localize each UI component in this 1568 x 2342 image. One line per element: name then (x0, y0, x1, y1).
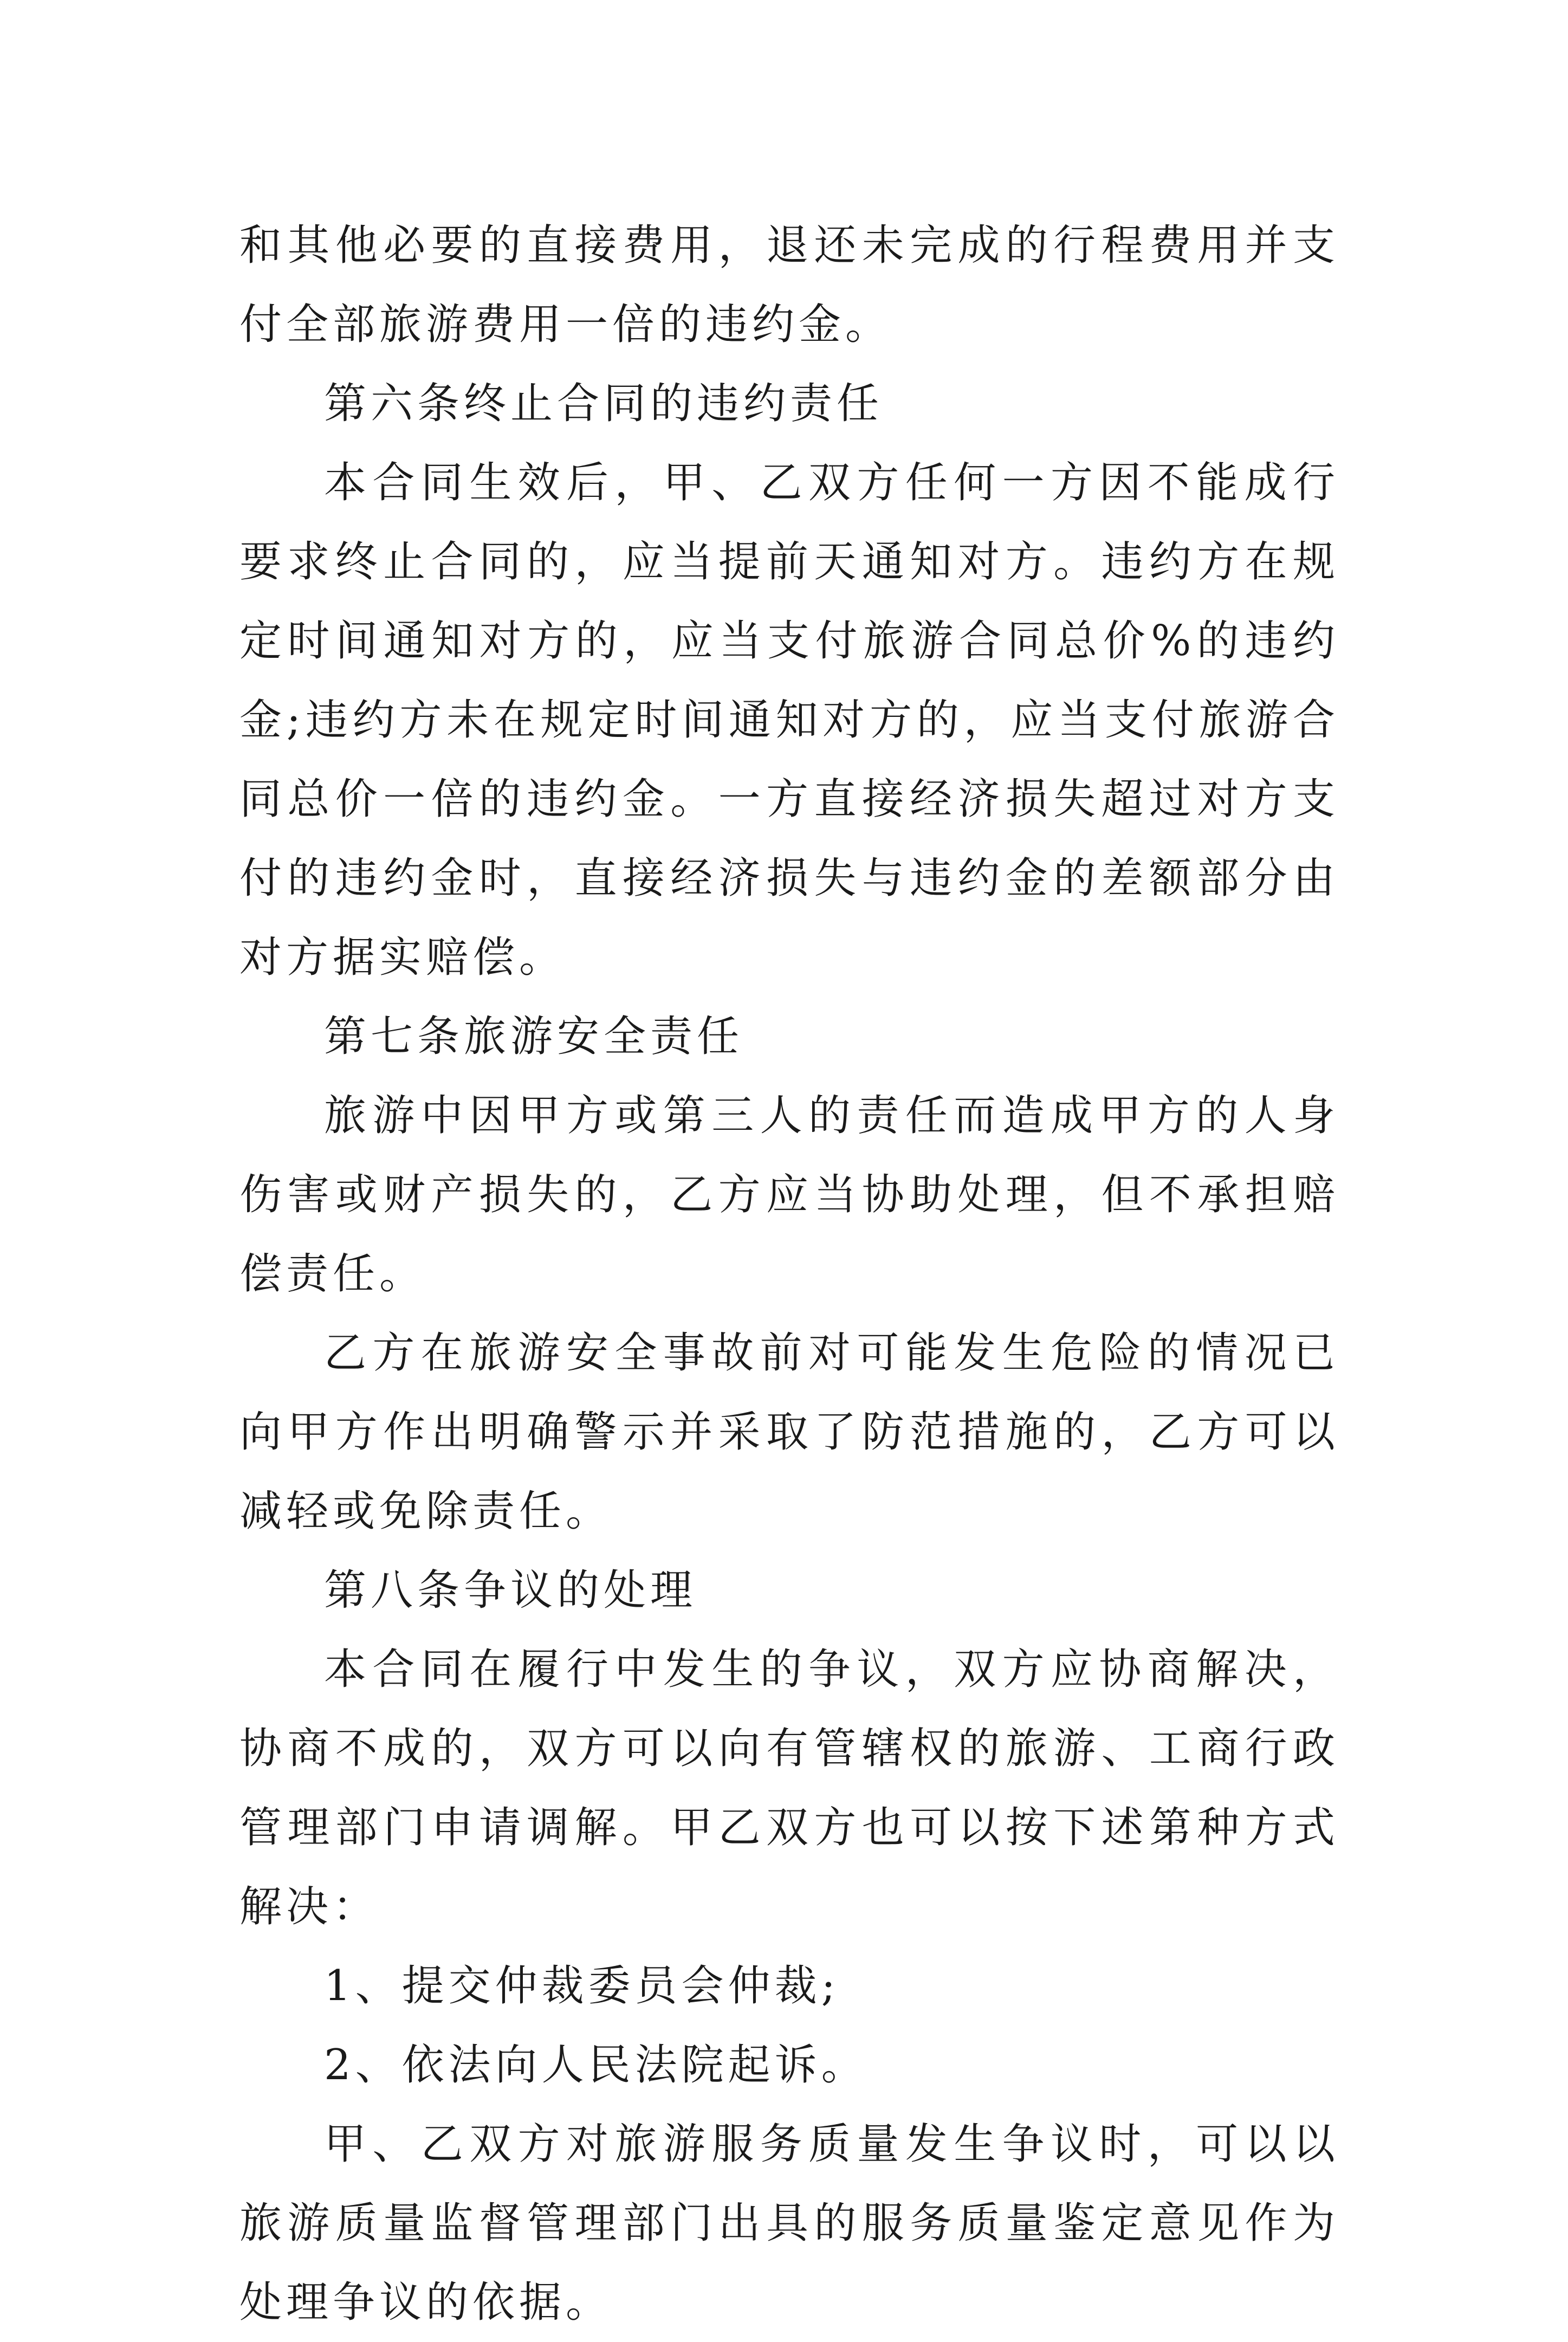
article-7-heading: 第七条旅游安全责任 (324, 1012, 744, 1061)
article-6-heading: 第六条终止合同的违约责任 (324, 379, 884, 428)
article-8-option-1: 1、提交仲裁委员会仲裁; (324, 1962, 840, 2010)
paragraph-continuation: 和其他必要的直接费用，退还未完成的行程费用并支付全部旅游费用一倍的违约金。 (239, 221, 1339, 349)
article-7-body-2: 乙方在旅游安全事故前对可能发生危险的情况已向甲方作出明确警示并采取了防范措施的，乙方可以减轻或免除责任。 (239, 1329, 1339, 1536)
article-8-heading: 第八条争议的处理 (324, 1566, 697, 1615)
article-8-body-2: 甲、乙双方对旅游服务质量发生争议时，可以以旅游质量监督管理部门出具的服务质量鉴定意见作为处理争议的依据。 (239, 2120, 1339, 2327)
article-7-body-1: 旅游中因甲方或第三人的责任而造成甲方的人身伤害或财产损失的，乙方应当协助处理，但不承担赔偿责任。 (239, 1091, 1339, 1298)
document-body (239, 206, 1339, 2342)
article-6-body: 本合同生效后，甲、乙双方任何一方因不能成行要求终止合同的，应当提前天通知对方。违约方在规定时间通知对方的，应当支付旅游合同总价%的违约金;违约方未在规定时间通知对方的，应当支付旅游合同总价一倍的违约金。一方直接经济损失超过对方支付的违约金时，直接经济损失与违约金的差额部分由对方据实赔偿。 (239, 458, 1339, 982)
article-8-body-1: 本合同在履行中发生的争议，双方应协商解决，协商不成的，双方可以向有管辖权的旅游、工商行政管理部门申请调解。甲乙双方也可以按下述第种方式解决： (239, 1645, 1339, 1931)
article-8-option-2: 2、依法向人民法院起诉。 (324, 2041, 868, 2089)
